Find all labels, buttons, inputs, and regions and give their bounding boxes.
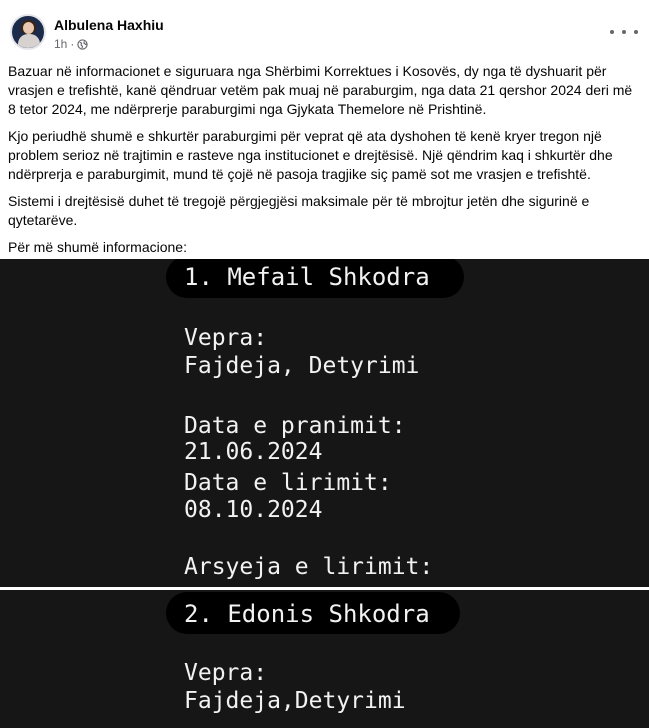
reason-label: Arsyeja e lirimit: bbox=[184, 554, 434, 580]
post-header bbox=[0, 0, 649, 60]
admission-label: Data e pranimit: bbox=[184, 413, 406, 439]
image-title: 2. Edonis Shkodra bbox=[184, 600, 430, 628]
offense-value: Fajdeja, Detyrimi bbox=[184, 353, 420, 379]
post-image-1[interactable] bbox=[0, 259, 649, 587]
post-time[interactable]: 1h bbox=[54, 37, 68, 51]
more-options-icon[interactable] bbox=[610, 22, 638, 42]
meta-separator: · bbox=[70, 37, 75, 51]
offense-label: Vepra: bbox=[184, 325, 268, 351]
post-paragraph: Bazuar në informacionet e siguruara nga Shërbimi Korrektues i Kosovës, dy nga të dyshuarit për vrasjen e trefishtë, kanë qëndruar vetëm pak muaj në paraburgim, nga data 21 qershor 2024 deri më 8 tetor 2024, me ndërprerje paraburgimi nga Gjykata Themelore në Prishtinë. bbox=[8, 63, 633, 117]
release-label: Data e lirimit: bbox=[184, 470, 392, 496]
globe-icon[interactable] bbox=[77, 39, 88, 50]
release-date: 08.10.2024 bbox=[184, 497, 323, 523]
image-title: 1. Mefail Shkodra bbox=[184, 263, 430, 291]
admission-date: 21.06.2024 bbox=[184, 439, 323, 465]
author-name[interactable]: Albulena Haxhiu bbox=[54, 17, 164, 33]
post-paragraph: Sistemi i drejtësisë duhet të tregojë përgjegjësi maksimale për të mbrojtur jetën dhe sigurinë e qytetarëve. bbox=[8, 193, 590, 228]
post-image-2[interactable] bbox=[0, 590, 649, 728]
post-paragraph: Kjo periudhë shumë e shkurtër paraburgimi për veprat që ata dyshohen të kenë kryer tregon një problem serioz në trajtimin e rasteve nga institucionet e drejtësisë. Një qëndrim kaq i shkurtër dhe ndërprerja e paraburgimit, mund të çojë në pasoja tragjike siç pamë sot me vrasjen e trefishtë. bbox=[8, 128, 613, 182]
post-meta bbox=[54, 37, 88, 51]
avatar[interactable] bbox=[10, 14, 46, 50]
post-paragraph: Për më shumë informacione: bbox=[8, 239, 187, 255]
offense-value: Fajdeja,Detyrimi bbox=[184, 688, 406, 714]
post-text bbox=[8, 62, 640, 265]
offense-label: Vepra: bbox=[184, 660, 268, 686]
